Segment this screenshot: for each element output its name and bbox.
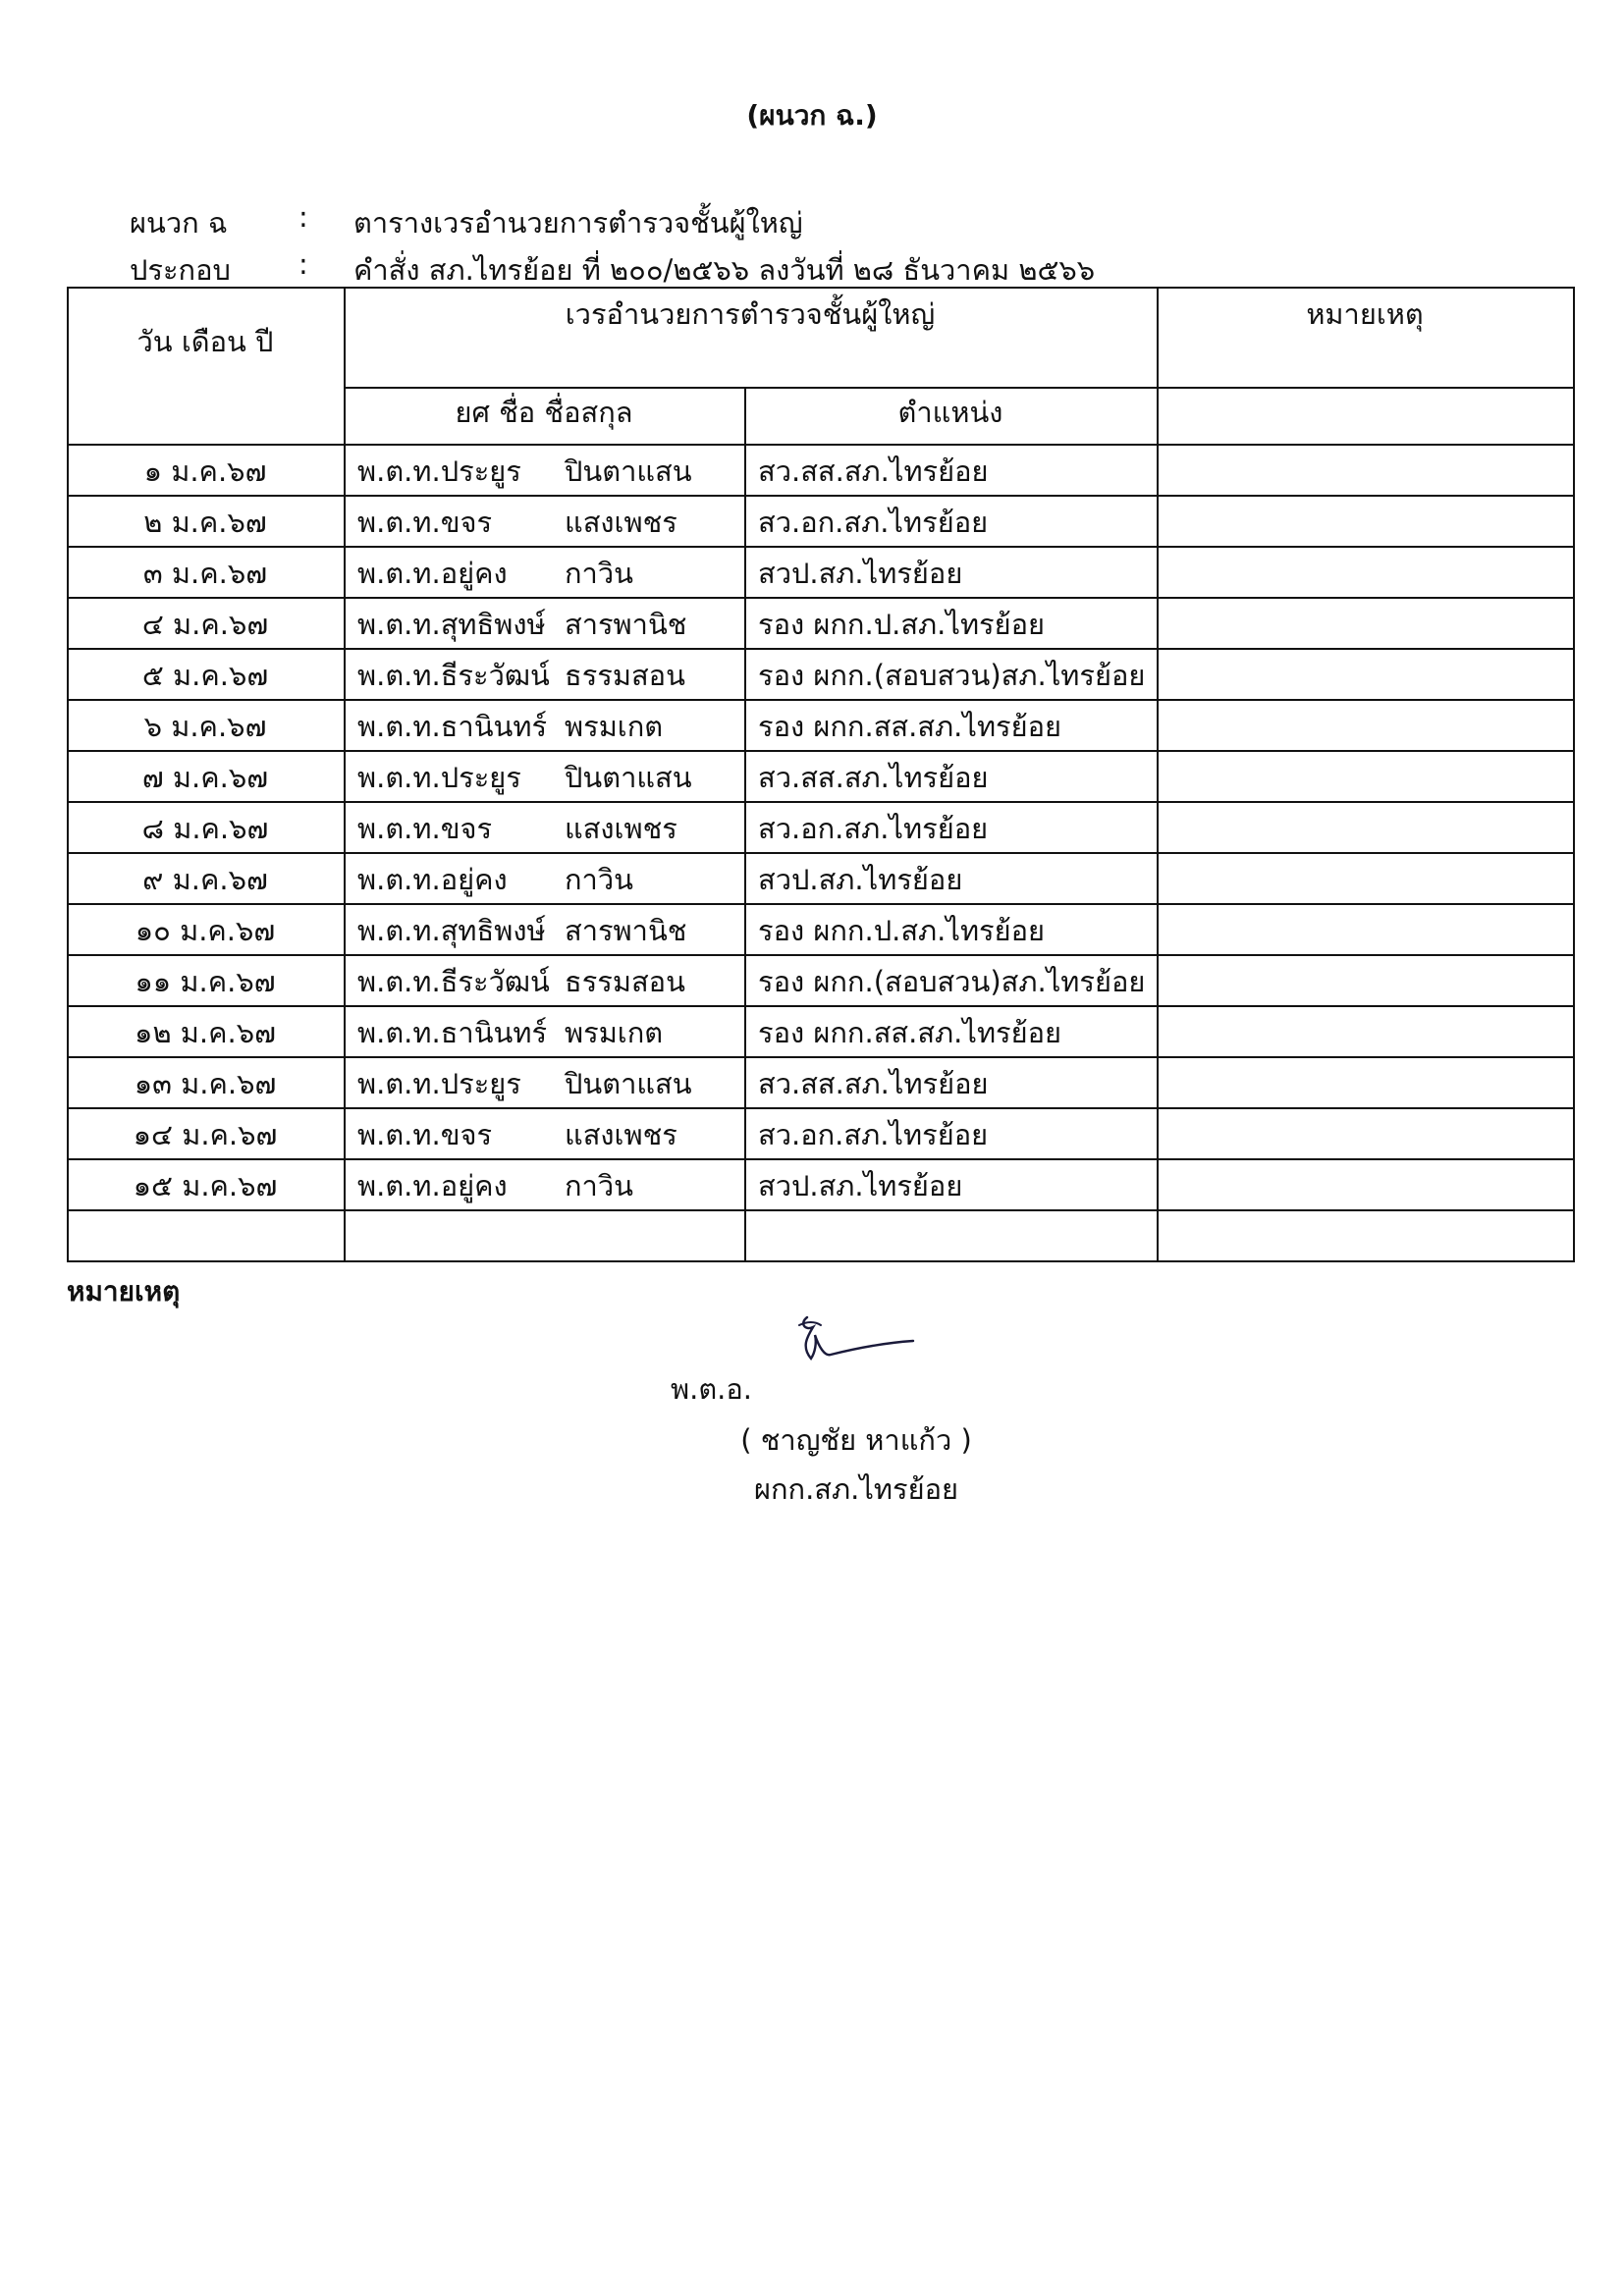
- column-divider: [744, 387, 746, 1262]
- row-rank-name: พ.ต.ท.อยู่คง: [357, 557, 508, 590]
- row-position: รอง ผกก.(สอบสวน)สภ.ไทรย้อย: [758, 659, 1146, 692]
- row-rank-name: พ.ต.ท.สุทธิพงษ์: [357, 608, 546, 641]
- row-position: สวป.สภ.ไทรย้อย: [758, 557, 963, 590]
- meta-reference-label: ประกอบ: [130, 253, 231, 287]
- row-rank-name: พ.ต.ท.ประยูร: [357, 1067, 521, 1100]
- row-position: สวป.สภ.ไทรย้อย: [758, 1169, 963, 1202]
- row-date: ๑๒ ม.ค.๖๗: [135, 1016, 276, 1049]
- row-date: ๑๐ ม.ค.๖๗: [135, 914, 276, 947]
- row-divider: [67, 1260, 1573, 1262]
- row-position: สว.สส.สภ.ไทรย้อย: [758, 1067, 989, 1100]
- row-date: ๑ ม.ค.๖๗: [143, 454, 267, 488]
- row-rank-name: พ.ต.ท.ขจร: [357, 506, 493, 539]
- row-rank-name: พ.ต.ท.สุทธิพงษ์: [357, 914, 546, 947]
- note-label: หมายเหตุ: [67, 1275, 181, 1308]
- row-surname: ธรรมสอน: [565, 965, 685, 998]
- column-divider: [1157, 287, 1159, 1262]
- row-divider: [67, 954, 1573, 956]
- header-divider: [344, 387, 1573, 389]
- table-border-right: [1573, 287, 1575, 1262]
- column-divider: [344, 287, 346, 1262]
- row-divider: [67, 699, 1573, 701]
- meta-annex-value: ตารางเวรอำนวยการตำรวจชั้นผู้ใหญ่: [353, 206, 803, 240]
- row-rank-name: พ.ต.ท.ธานินทร์: [357, 1016, 548, 1049]
- row-rank-name: พ.ต.ท.อยู่คง: [357, 863, 508, 896]
- meta-annex-colon: :: [298, 200, 308, 234]
- row-surname: ปินตาแสน: [565, 761, 692, 794]
- row-rank-name: พ.ต.ท.ธีระวัฒน์: [357, 965, 550, 998]
- row-position: สว.สส.สภ.ไทรย้อย: [758, 761, 989, 794]
- table-border-top: [67, 287, 1573, 289]
- row-rank-name: พ.ต.ท.ประยูร: [357, 761, 521, 794]
- row-date: ๗ ม.ค.๖๗: [141, 761, 269, 794]
- header-duty: เวรอำนวยการตำรวจชั้นผู้ใหญ่: [565, 297, 936, 331]
- handwritten-signature: [785, 1313, 923, 1382]
- row-divider: [67, 750, 1573, 752]
- row-date: ๑๔ ม.ค.๖๗: [133, 1118, 278, 1151]
- row-divider: [67, 1056, 1573, 1058]
- row-divider: [67, 546, 1573, 548]
- row-surname: แสงเพชร: [565, 812, 677, 845]
- header-position: ตำแหน่ง: [897, 396, 1003, 429]
- row-rank-name: พ.ต.ท.ธีระวัฒน์: [357, 659, 550, 692]
- row-surname: แสงเพชร: [565, 506, 677, 539]
- row-surname: พรมเกต: [565, 1016, 664, 1049]
- row-divider: [67, 801, 1573, 803]
- row-position: รอง ผกก.สส.สภ.ไทรย้อย: [758, 710, 1062, 743]
- row-position: สว.อก.สภ.ไทรย้อย: [758, 812, 989, 845]
- meta-annex-label: ผนวก ฉ: [130, 206, 228, 240]
- row-surname: แสงเพชร: [565, 1118, 677, 1151]
- row-rank-name: พ.ต.ท.ขจร: [357, 1118, 493, 1151]
- row-rank-name: พ.ต.ท.ประยูร: [357, 454, 521, 488]
- row-divider: [67, 495, 1573, 497]
- header-bottom-rule: [67, 444, 1573, 446]
- meta-reference-value: คำสั่ง สภ.ไทรย้อย ที่ ๒๐๐/๒๕๖๖ ลงวันที่ ๒๘ ธันวาคม ๒๕๖๖: [353, 253, 1096, 287]
- header-name: ยศ ชื่อ ชื่อสกุล: [455, 396, 633, 429]
- meta-reference-colon: :: [298, 247, 308, 281]
- row-divider: [67, 1107, 1573, 1109]
- row-surname: สารพานิช: [565, 608, 687, 641]
- row-position: รอง ผกก.สส.สภ.ไทรย้อย: [758, 1016, 1062, 1049]
- row-date: ๔ ม.ค.๖๗: [141, 608, 269, 641]
- row-divider: [67, 852, 1573, 854]
- row-date: ๘ ม.ค.๖๗: [141, 812, 269, 845]
- row-date: ๑๕ ม.ค.๖๗: [133, 1169, 278, 1202]
- row-surname: กาวิน: [565, 557, 633, 590]
- row-date: ๓ ม.ค.๖๗: [142, 557, 268, 590]
- row-divider: [67, 1158, 1573, 1160]
- row-date: ๑๓ ม.ค.๖๗: [134, 1067, 277, 1100]
- row-date: ๒ ม.ค.๖๗: [143, 506, 267, 539]
- row-surname: ธรรมสอน: [565, 659, 685, 692]
- row-position: รอง ผกก.(สอบสวน)สภ.ไทรย้อย: [758, 965, 1146, 998]
- row-rank-name: พ.ต.ท.ธานินทร์: [357, 710, 548, 743]
- row-surname: สารพานิช: [565, 914, 687, 947]
- row-date: ๕ ม.ค.๖๗: [141, 659, 269, 692]
- row-surname: กาวิน: [565, 863, 633, 896]
- signature-rank: พ.ต.อ.: [671, 1372, 753, 1406]
- row-position: สว.อก.สภ.ไทรย้อย: [758, 506, 989, 539]
- row-surname: ปินตาแสน: [565, 454, 692, 488]
- row-divider: [67, 1005, 1573, 1007]
- row-divider: [67, 648, 1573, 650]
- row-date: ๖ ม.ค.๖๗: [143, 710, 267, 743]
- row-rank-name: พ.ต.ท.ขจร: [357, 812, 493, 845]
- annex-title: (ผนวก ฉ.): [746, 99, 878, 132]
- row-date: ๑๑ ม.ค.๖๗: [135, 965, 276, 998]
- row-position: สวป.สภ.ไทรย้อย: [758, 863, 963, 896]
- header-remark: หมายเหตุ: [1306, 297, 1424, 331]
- row-surname: ปินตาแสน: [565, 1067, 692, 1100]
- row-position: สว.สส.สภ.ไทรย้อย: [758, 454, 989, 488]
- row-divider: [67, 903, 1573, 905]
- row-surname: กาวิน: [565, 1169, 633, 1202]
- row-position: สว.อก.สภ.ไทรย้อย: [758, 1118, 989, 1151]
- row-divider: [67, 1209, 1573, 1211]
- signature-name: ( ชาญชัย หาแก้ว ): [740, 1423, 972, 1457]
- row-date: ๙ ม.ค.๖๗: [142, 863, 268, 896]
- row-divider: [67, 597, 1573, 599]
- row-position: รอง ผกก.ป.สภ.ไทรย้อย: [758, 608, 1046, 641]
- header-date: วัน เดือน ปี: [136, 325, 274, 358]
- row-surname: พรมเกต: [565, 710, 664, 743]
- row-position: รอง ผกก.ป.สภ.ไทรย้อย: [758, 914, 1046, 947]
- signature-position: ผกก.สภ.ไทรย้อย: [753, 1472, 959, 1506]
- row-rank-name: พ.ต.ท.อยู่คง: [357, 1169, 508, 1202]
